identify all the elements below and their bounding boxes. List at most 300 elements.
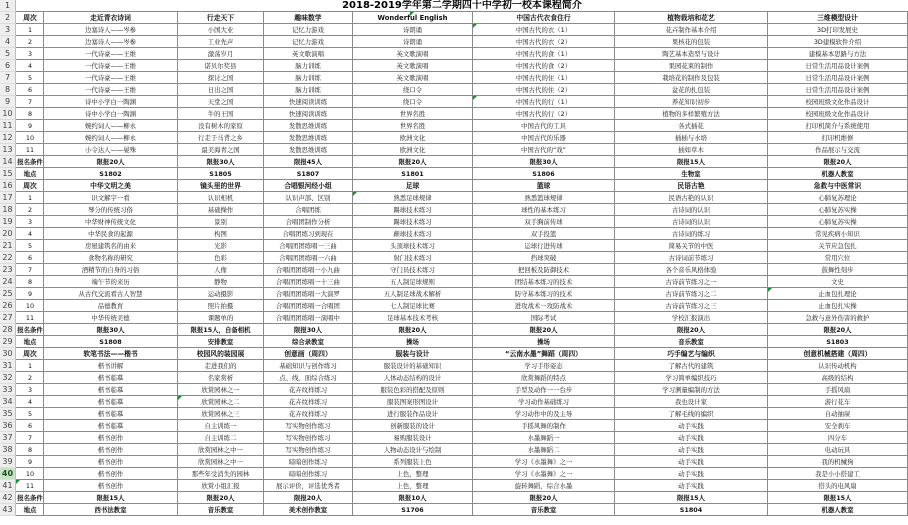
- course-cell[interactable]: 从古代交流看古人智慧: [44, 288, 178, 300]
- course-cell[interactable]: 展示评价，评选优秀者: [264, 480, 353, 492]
- course-cell[interactable]: 心肺复苏实操: [768, 216, 908, 228]
- course-cell[interactable]: 了解毛线的编织: [615, 408, 768, 420]
- course-cell[interactable]: 限报15人: [615, 156, 768, 168]
- course-cell[interactable]: 楷书创作: [44, 480, 178, 492]
- course-cell[interactable]: 止血包扎理论: [768, 288, 908, 300]
- row-label-cell[interactable]: 地点: [16, 336, 44, 348]
- row-label-cell[interactable]: 9: [16, 120, 44, 132]
- row-header[interactable]: 14: [0, 156, 16, 168]
- course-cell[interactable]: 中国古代的行（2）: [473, 108, 615, 120]
- course-cell[interactable]: 探讨之国: [178, 72, 264, 84]
- course-cell[interactable]: 古诗词的练习: [615, 228, 768, 240]
- row-header[interactable]: 39: [0, 456, 16, 468]
- course-cell[interactable]: 动手实践: [615, 456, 768, 468]
- course-cell[interactable]: 楷书讲解: [44, 360, 178, 372]
- row-header[interactable]: 19: [0, 216, 16, 228]
- course-cell[interactable]: 打印机简介与系统使用: [768, 120, 908, 132]
- course-cell[interactable]: 养花知识初步: [615, 96, 768, 108]
- course-cell[interactable]: 快速阅读训练: [264, 96, 353, 108]
- course-cell[interactable]: 创意画（周四）: [264, 348, 353, 360]
- course-cell[interactable]: 操场: [353, 336, 473, 348]
- course-cell[interactable]: 基础知识与创作练习: [264, 360, 353, 372]
- course-cell[interactable]: 诗朗诵: [353, 36, 473, 48]
- course-cell[interactable]: 陶艺基本造型与设计: [615, 48, 768, 60]
- course-cell[interactable]: 插如草木: [615, 144, 768, 156]
- course-cell[interactable]: 植物栽培和花艺: [615, 12, 768, 24]
- row-label-cell[interactable]: 6: [16, 84, 44, 96]
- course-cell[interactable]: 一代诗豪——王维: [44, 48, 178, 60]
- row-header[interactable]: 3: [0, 24, 16, 36]
- row-label-cell[interactable]: 7: [16, 96, 44, 108]
- row-label-cell[interactable]: 5: [16, 240, 44, 252]
- course-cell[interactable]: 古诗前节练习之二: [615, 288, 768, 300]
- course-cell[interactable]: 栽培花的制作及包装: [615, 72, 768, 84]
- course-cell[interactable]: 我也设计家: [615, 396, 768, 408]
- course-cell[interactable]: S1807: [264, 168, 353, 180]
- course-cell[interactable]: 踢球技术练习: [353, 204, 473, 216]
- course-cell[interactable]: 暗暗创作练习: [264, 456, 353, 468]
- course-cell[interactable]: 系列服装上色: [353, 456, 473, 468]
- course-cell[interactable]: 校园风的装园展: [178, 348, 264, 360]
- course-cell[interactable]: 欧洲文化: [353, 132, 473, 144]
- row-header[interactable]: 32: [0, 372, 16, 384]
- course-cell[interactable]: 常见疾病小知识: [768, 228, 908, 240]
- row-label-cell[interactable]: 11: [16, 480, 44, 492]
- course-cell[interactable]: 构图: [178, 228, 264, 240]
- row-label-cell[interactable]: 8: [16, 444, 44, 456]
- course-cell[interactable]: 动手实践: [615, 468, 768, 480]
- course-cell[interactable]: 打印机维修: [768, 132, 908, 144]
- course-cell[interactable]: 古诗词的认识: [615, 216, 768, 228]
- course-cell[interactable]: 写实物创作练习: [264, 444, 353, 456]
- course-cell[interactable]: 边塞诗人——岑参: [44, 24, 178, 36]
- course-cell[interactable]: 合唱团练习到现在: [264, 228, 353, 240]
- course-cell[interactable]: 写实物创作练习: [264, 432, 353, 444]
- course-cell[interactable]: 防守基本练习的技术: [473, 288, 615, 300]
- row-header[interactable]: 15: [0, 168, 16, 180]
- course-cell[interactable]: 生物室: [615, 168, 768, 180]
- course-cell[interactable]: 记忆力游戏: [264, 36, 353, 48]
- course-cell[interactable]: 边塞诗人——岑参: [44, 36, 178, 48]
- course-cell[interactable]: 国际考试: [473, 312, 615, 324]
- course-cell[interactable]: 欣赏园林之中一: [178, 456, 264, 468]
- row-header[interactable]: 21: [0, 240, 16, 252]
- course-cell[interactable]: 楷书临摹: [44, 408, 178, 420]
- course-cell[interactable]: 诗朗诵: [353, 24, 473, 36]
- course-cell[interactable]: 限报20人: [353, 156, 473, 168]
- row-header[interactable]: 20: [0, 228, 16, 240]
- course-cell[interactable]: 课题单的: [178, 312, 264, 324]
- course-cell[interactable]: 中国古代的住（1）: [473, 72, 615, 84]
- course-cell[interactable]: S1808: [44, 336, 178, 348]
- course-cell[interactable]: 世界名胜: [353, 108, 473, 120]
- course-cell[interactable]: 诗中小学白一陶渊: [44, 96, 178, 108]
- course-cell[interactable]: 学习《水墨舞》之一: [473, 456, 615, 468]
- course-cell[interactable]: 盆花的扎包装: [615, 84, 768, 96]
- course-cell[interactable]: 合唱团团练唱一大演罗: [264, 288, 353, 300]
- course-cell[interactable]: 限报45人: [264, 156, 353, 168]
- course-cell[interactable]: 合唱团团练唱一六曲: [264, 252, 353, 264]
- course-cell[interactable]: 学习简单编织技巧: [615, 372, 768, 384]
- course-cell[interactable]: 琴分的传统习俗: [44, 204, 178, 216]
- course-cell[interactable]: 双手投篮: [473, 228, 615, 240]
- row-header[interactable]: 11: [0, 120, 16, 132]
- course-cell[interactable]: 欣赏园林之二: [178, 396, 264, 408]
- course-cell[interactable]: 限报15人，自备相机: [178, 324, 264, 336]
- course-cell[interactable]: S1804: [615, 504, 768, 516]
- course-cell[interactable]: 易购服装设计: [353, 432, 473, 444]
- row-label-cell[interactable]: 11: [16, 144, 44, 156]
- row-label-cell[interactable]: 6: [16, 252, 44, 264]
- course-cell[interactable]: 美术创作教室: [264, 504, 353, 516]
- course-cell[interactable]: 楷书临摹: [44, 384, 178, 396]
- course-cell[interactable]: 脑力训练: [264, 60, 353, 72]
- row-header[interactable]: 10: [0, 108, 16, 120]
- course-cell[interactable]: S1801: [353, 168, 473, 180]
- course-cell[interactable]: 中国古代的行（1）: [473, 96, 615, 108]
- course-cell[interactable]: 音乐教室: [615, 336, 768, 348]
- course-cell[interactable]: 3D建模软件介绍: [768, 36, 908, 48]
- course-cell[interactable]: 点、线、面综合练习: [264, 372, 353, 384]
- course-cell[interactable]: 3D打印发展史: [768, 24, 908, 36]
- course-cell[interactable]: 颠球技术练习: [353, 228, 473, 240]
- course-cell[interactable]: 止血包扎实操: [768, 300, 908, 312]
- course-cell[interactable]: 自主训练二: [178, 432, 264, 444]
- course-cell[interactable]: 插插与水培: [615, 132, 768, 144]
- course-cell[interactable]: 巧手编艺与编织: [615, 348, 768, 360]
- row-label-cell[interactable]: 10: [16, 300, 44, 312]
- course-cell[interactable]: 急救与中医常识: [768, 180, 908, 192]
- row-label-cell[interactable]: 2: [16, 372, 44, 384]
- course-cell[interactable]: 服装设计的基础知识: [353, 360, 473, 372]
- row-header[interactable]: 17: [0, 192, 16, 204]
- row-label-cell[interactable]: 8: [16, 276, 44, 288]
- course-cell[interactable]: 学习动作基础练习: [473, 396, 615, 408]
- row-header[interactable]: 42: [0, 492, 16, 504]
- row-label-cell[interactable]: 5: [16, 72, 44, 84]
- course-cell[interactable]: 自主训练一: [178, 420, 264, 432]
- course-cell[interactable]: 机器人教室: [768, 168, 908, 180]
- course-cell[interactable]: 校园班级文化作品设计: [768, 96, 908, 108]
- row-header[interactable]: 22: [0, 252, 16, 264]
- course-cell[interactable]: 旋转舞蹈，综合水墨: [473, 480, 615, 492]
- course-cell[interactable]: 小令达人——晏殊: [44, 144, 178, 156]
- row-header[interactable]: 6: [0, 60, 16, 72]
- course-cell[interactable]: 足球: [353, 180, 473, 192]
- row-header[interactable]: 16: [0, 180, 16, 192]
- course-cell[interactable]: 鼓舞性刻步: [768, 264, 908, 276]
- course-cell[interactable]: 守门员技术练习: [353, 264, 473, 276]
- row-header[interactable]: 31: [0, 360, 16, 372]
- course-cell[interactable]: 熟悉足球规律: [353, 192, 473, 204]
- course-cell[interactable]: 民语古艳: [615, 180, 768, 192]
- course-cell[interactable]: 进行服装作品设计: [353, 408, 473, 420]
- row-label-cell[interactable]: 1: [16, 360, 44, 372]
- course-cell[interactable]: 运球行进传球: [473, 240, 615, 252]
- course-cell[interactable]: 牛的王国: [178, 108, 264, 120]
- course-cell[interactable]: 最美海青之国: [178, 144, 264, 156]
- course-cell[interactable]: 急救与意外伤害的救护: [768, 312, 908, 324]
- course-cell[interactable]: 把回板及防御技术: [473, 264, 615, 276]
- course-cell[interactable]: Wonderful English: [353, 12, 473, 24]
- course-cell[interactable]: 限报30人: [473, 156, 615, 168]
- course-cell[interactable]: 世界名胜: [353, 120, 473, 132]
- course-cell[interactable]: 欣赏舞蹈的特点: [473, 372, 615, 384]
- course-cell[interactable]: 一代诗豪——王维: [44, 60, 178, 72]
- course-cell[interactable]: 英文歌演唱: [353, 48, 473, 60]
- course-cell[interactable]: 花卉纹样练习: [264, 396, 353, 408]
- course-cell[interactable]: 行走于马背之乡: [178, 132, 264, 144]
- row-label-cell[interactable]: 11: [16, 312, 44, 324]
- course-cell[interactable]: 一代诗豪——王维: [44, 72, 178, 84]
- course-cell[interactable]: 照片拍摄: [178, 300, 264, 312]
- course-cell[interactable]: 创意机械搭建（周四）: [768, 348, 908, 360]
- row-label-cell[interactable]: 报名条件: [17, 326, 43, 334]
- course-cell[interactable]: 暗暗创作练习: [264, 468, 353, 480]
- course-cell[interactable]: 服装色彩的搭配及原则: [353, 384, 473, 396]
- row-header[interactable]: 4: [0, 36, 16, 48]
- course-cell[interactable]: 手摇风舞的制作: [473, 420, 615, 432]
- course-cell[interactable]: 搭头的电风扇: [768, 480, 908, 492]
- row-label-cell[interactable]: 报名条件: [17, 158, 43, 166]
- row-header[interactable]: 28: [0, 324, 16, 336]
- course-cell[interactable]: 婉约词人——柳永: [44, 132, 178, 144]
- row-header[interactable]: 13: [0, 144, 16, 156]
- course-cell[interactable]: 心肺复苏理论: [768, 192, 908, 204]
- row-label-cell[interactable]: 10: [16, 132, 44, 144]
- course-cell[interactable]: 限报30人: [264, 324, 353, 336]
- course-cell[interactable]: 五人制足球规则: [353, 276, 473, 288]
- course-cell[interactable]: 欣赏园林之中一: [178, 444, 264, 456]
- course-cell[interactable]: 合唱团练: [264, 204, 353, 216]
- course-cell[interactable]: 动手实践: [615, 420, 768, 432]
- row-header[interactable]: 7: [0, 72, 16, 84]
- course-cell[interactable]: 走进我们的: [178, 360, 264, 372]
- course-cell[interactable]: 射门技术练习: [353, 252, 473, 264]
- course-cell[interactable]: 脑力训练: [264, 84, 353, 96]
- course-cell[interactable]: 学习动作中的及主导: [473, 408, 615, 420]
- course-cell[interactable]: 中国古代的住（2）: [473, 84, 615, 96]
- row-label-cell[interactable]: 4: [16, 60, 44, 72]
- row-label-cell[interactable]: 报名条件: [17, 494, 43, 502]
- course-cell[interactable]: 诺贝尔奖县: [178, 60, 264, 72]
- course-cell[interactable]: 学习测量编制的方法: [615, 384, 768, 396]
- course-cell[interactable]: 踢球技术练习: [353, 216, 473, 228]
- course-cell[interactable]: 楷书创作: [44, 432, 178, 444]
- course-cell[interactable]: 我是小小搭建工: [768, 468, 908, 480]
- course-cell[interactable]: 熟悉篮球规律: [473, 192, 615, 204]
- course-cell[interactable]: 房屋建筑名的由来: [44, 240, 178, 252]
- course-cell[interactable]: 脑力训练: [264, 72, 353, 84]
- course-cell[interactable]: 手型及动作一一台步: [473, 384, 615, 396]
- course-cell[interactable]: 发散思维训练: [264, 144, 353, 156]
- course-cell[interactable]: 我的机械狗: [768, 456, 908, 468]
- row-label-cell[interactable]: 10: [16, 468, 44, 480]
- course-cell[interactable]: 足球基本技术考核: [353, 312, 473, 324]
- course-cell[interactable]: 中国古代的食（2）: [473, 60, 615, 72]
- course-cell[interactable]: 校园班级文化作品设计: [768, 108, 908, 120]
- course-cell[interactable]: 七人制足球比赛: [353, 300, 473, 312]
- row-header[interactable]: 5: [0, 48, 16, 60]
- course-cell[interactable]: 动手实践: [615, 480, 768, 492]
- course-cell[interactable]: 学习《水墨舞》之一: [473, 468, 615, 480]
- course-cell[interactable]: S1806: [473, 168, 615, 180]
- course-cell[interactable]: 英文歌演唱: [353, 72, 473, 84]
- course-cell[interactable]: 景别: [178, 216, 264, 228]
- course-cell[interactable]: 音乐教室: [178, 504, 264, 516]
- course-cell[interactable]: 学习手形姿态: [473, 360, 615, 372]
- row-label-cell[interactable]: 4: [16, 228, 44, 240]
- row-label-cell[interactable]: 2: [16, 36, 44, 48]
- row-label-cell[interactable]: 4: [16, 396, 44, 408]
- course-cell[interactable]: 机器人教室: [768, 504, 908, 516]
- page-title[interactable]: 2018-2019学年第二学期四十中学初一校本课程简介: [16, 0, 908, 12]
- course-cell[interactable]: 植物的多样繁殖方法: [615, 108, 768, 120]
- course-cell[interactable]: 日常生活用品设计案例: [768, 72, 908, 84]
- course-cell[interactable]: 限报10人: [353, 492, 473, 504]
- row-label-cell[interactable]: 7: [16, 432, 44, 444]
- course-cell[interactable]: 运动摄影: [178, 288, 264, 300]
- course-cell[interactable]: S1706: [353, 504, 473, 516]
- course-cell[interactable]: 中华财神传统文化: [44, 216, 178, 228]
- course-cell[interactable]: 常用穴位: [768, 252, 908, 264]
- course-cell[interactable]: 认识相机: [178, 192, 264, 204]
- course-cell[interactable]: 识文解字一看: [44, 192, 178, 204]
- course-cell[interactable]: 限报15人: [615, 492, 768, 504]
- course-cell[interactable]: 楷书临摹: [44, 396, 178, 408]
- course-cell[interactable]: 工业先声: [178, 36, 264, 48]
- course-cell[interactable]: 英文歌演唱: [353, 60, 473, 72]
- course-cell[interactable]: 自动抽屉: [768, 408, 908, 420]
- course-cell[interactable]: 古诗词前节练习: [615, 252, 768, 264]
- row-header[interactable]: 33: [0, 384, 16, 396]
- course-cell[interactable]: 服装与设计: [353, 348, 473, 360]
- course-cell[interactable]: 静物: [178, 276, 264, 288]
- course-cell[interactable]: 绕口令: [353, 96, 473, 108]
- course-cell[interactable]: 限报20人: [264, 492, 353, 504]
- row-header[interactable]: 9: [0, 96, 16, 108]
- row-label-cell[interactable]: 周次: [16, 348, 44, 360]
- course-cell[interactable]: 了解古代的建筑: [615, 360, 768, 372]
- course-cell[interactable]: 发散思维训练: [264, 120, 353, 132]
- course-cell[interactable]: 限报20人: [473, 324, 615, 336]
- course-cell[interactable]: 限报20人: [473, 492, 615, 504]
- course-cell[interactable]: 合唱团制作分析: [264, 216, 353, 228]
- course-cell[interactable]: 那些年受消失的园林: [178, 468, 264, 480]
- course-cell[interactable]: 古诗前节练习之一: [615, 276, 768, 288]
- course-cell[interactable]: 关节应急包扎: [768, 240, 908, 252]
- course-cell[interactable]: 快速阅读训练: [264, 108, 353, 120]
- course-cell[interactable]: 综合录教室: [264, 336, 353, 348]
- course-cell[interactable]: 操场: [473, 336, 615, 348]
- row-header[interactable]: 27: [0, 312, 16, 324]
- course-cell[interactable]: 发散思维训练: [264, 132, 353, 144]
- course-cell[interactable]: 合唱团团练唱一合唱团: [264, 300, 353, 312]
- course-cell[interactable]: 球性的基本练习: [473, 204, 615, 216]
- course-cell[interactable]: 英文歌演唱: [264, 48, 353, 60]
- course-cell[interactable]: 篮球: [473, 180, 615, 192]
- course-cell[interactable]: 中国古代的乐器: [473, 132, 615, 144]
- row-label-cell[interactable]: 2: [16, 204, 44, 216]
- row-label-cell[interactable]: 地点: [16, 504, 44, 516]
- course-cell[interactable]: 没有树木的家原: [178, 120, 264, 132]
- course-cell[interactable]: 行走天下: [178, 12, 264, 24]
- course-cell[interactable]: 酒精节的自身的习俗: [44, 264, 178, 276]
- row-header[interactable]: 12: [0, 132, 16, 144]
- course-cell[interactable]: 限报15人: [768, 492, 908, 504]
- row-label-cell[interactable]: 1: [16, 192, 44, 204]
- row-label-cell[interactable]: 6: [16, 420, 44, 432]
- course-cell[interactable]: 楷书临摹: [44, 420, 178, 432]
- course-cell[interactable]: 四分车: [768, 432, 908, 444]
- course-cell[interactable]: 合唱团团练唱一小九曲: [264, 264, 353, 276]
- row-header[interactable]: 24: [0, 276, 16, 288]
- row-header[interactable]: 40: [0, 468, 16, 480]
- course-cell[interactable]: 欣赏园林之一: [178, 384, 264, 396]
- course-cell[interactable]: 游行花车: [768, 396, 908, 408]
- row-header[interactable]: 43: [0, 504, 16, 516]
- course-cell[interactable]: 中华民食的起源: [44, 228, 178, 240]
- course-cell[interactable]: S1803: [768, 336, 908, 348]
- course-cell[interactable]: 高级的结构: [768, 372, 908, 384]
- course-cell[interactable]: 合唱团团练唱一十三曲: [264, 276, 353, 288]
- course-cell[interactable]: 楷书创作: [44, 444, 178, 456]
- course-cell[interactable]: 诗中小学白一陶渊: [44, 108, 178, 120]
- course-cell[interactable]: 团结基本练习的技术: [473, 276, 615, 288]
- course-cell[interactable]: 人体动态结构的设计: [353, 372, 473, 384]
- course-cell[interactable]: 食物名称的研究: [44, 252, 178, 264]
- row-header[interactable]: 23: [0, 264, 16, 276]
- course-cell[interactable]: “云南水墨”舞蹈（周四）: [473, 348, 615, 360]
- course-cell[interactable]: 欣赏小组汇报: [178, 480, 264, 492]
- course-cell[interactable]: 色彩: [178, 252, 264, 264]
- course-cell[interactable]: 合唱团团练唱一三曲: [264, 240, 353, 252]
- course-cell[interactable]: 婉约词人——柳永: [44, 120, 178, 132]
- course-cell[interactable]: 水墨舞蹈二: [473, 444, 615, 456]
- course-cell[interactable]: 光影: [178, 240, 264, 252]
- course-cell[interactable]: 简易关节的中医: [615, 240, 768, 252]
- course-cell[interactable]: 品德教育: [44, 300, 178, 312]
- row-header[interactable]: 30: [0, 348, 16, 360]
- row-header[interactable]: 29: [0, 336, 16, 348]
- course-cell[interactable]: 人物动态设计与绘制: [353, 444, 473, 456]
- course-cell[interactable]: 楷书创作: [44, 456, 178, 468]
- course-cell[interactable]: 天堂之国: [178, 96, 264, 108]
- course-cell[interactable]: 音乐教室: [473, 504, 615, 516]
- course-cell[interactable]: 各式插花: [615, 120, 768, 132]
- course-cell[interactable]: S1802: [44, 168, 178, 180]
- course-cell[interactable]: 安全刹车: [768, 420, 908, 432]
- course-cell[interactable]: 中国古代的衣（1）: [473, 24, 615, 36]
- course-cell[interactable]: 写实物创作练习: [264, 420, 353, 432]
- course-cell[interactable]: 中华传统美德: [44, 312, 178, 324]
- course-cell[interactable]: 基础操作: [178, 204, 264, 216]
- course-cell[interactable]: 趣味数学: [264, 12, 353, 24]
- course-cell[interactable]: 西书法教室: [44, 504, 178, 516]
- course-cell[interactable]: 花卉制作基本介绍: [615, 24, 768, 36]
- course-cell[interactable]: 果园花束的制作: [615, 60, 768, 72]
- row-header[interactable]: 36: [0, 420, 16, 432]
- course-cell[interactable]: 双手胸前传球: [473, 216, 615, 228]
- course-cell[interactable]: 名家赏析: [178, 372, 264, 384]
- course-cell[interactable]: 五人制足球战术解析: [353, 288, 473, 300]
- course-cell[interactable]: 日常生活用品设计案例: [768, 84, 908, 96]
- course-cell[interactable]: 限报20人: [768, 324, 908, 336]
- row-label-cell[interactable]: 9: [16, 456, 44, 468]
- row-header[interactable]: 35: [0, 408, 16, 420]
- course-cell[interactable]: 欧洲文化: [353, 144, 473, 156]
- course-cell[interactable]: 日常生活用品设计案例: [768, 60, 908, 72]
